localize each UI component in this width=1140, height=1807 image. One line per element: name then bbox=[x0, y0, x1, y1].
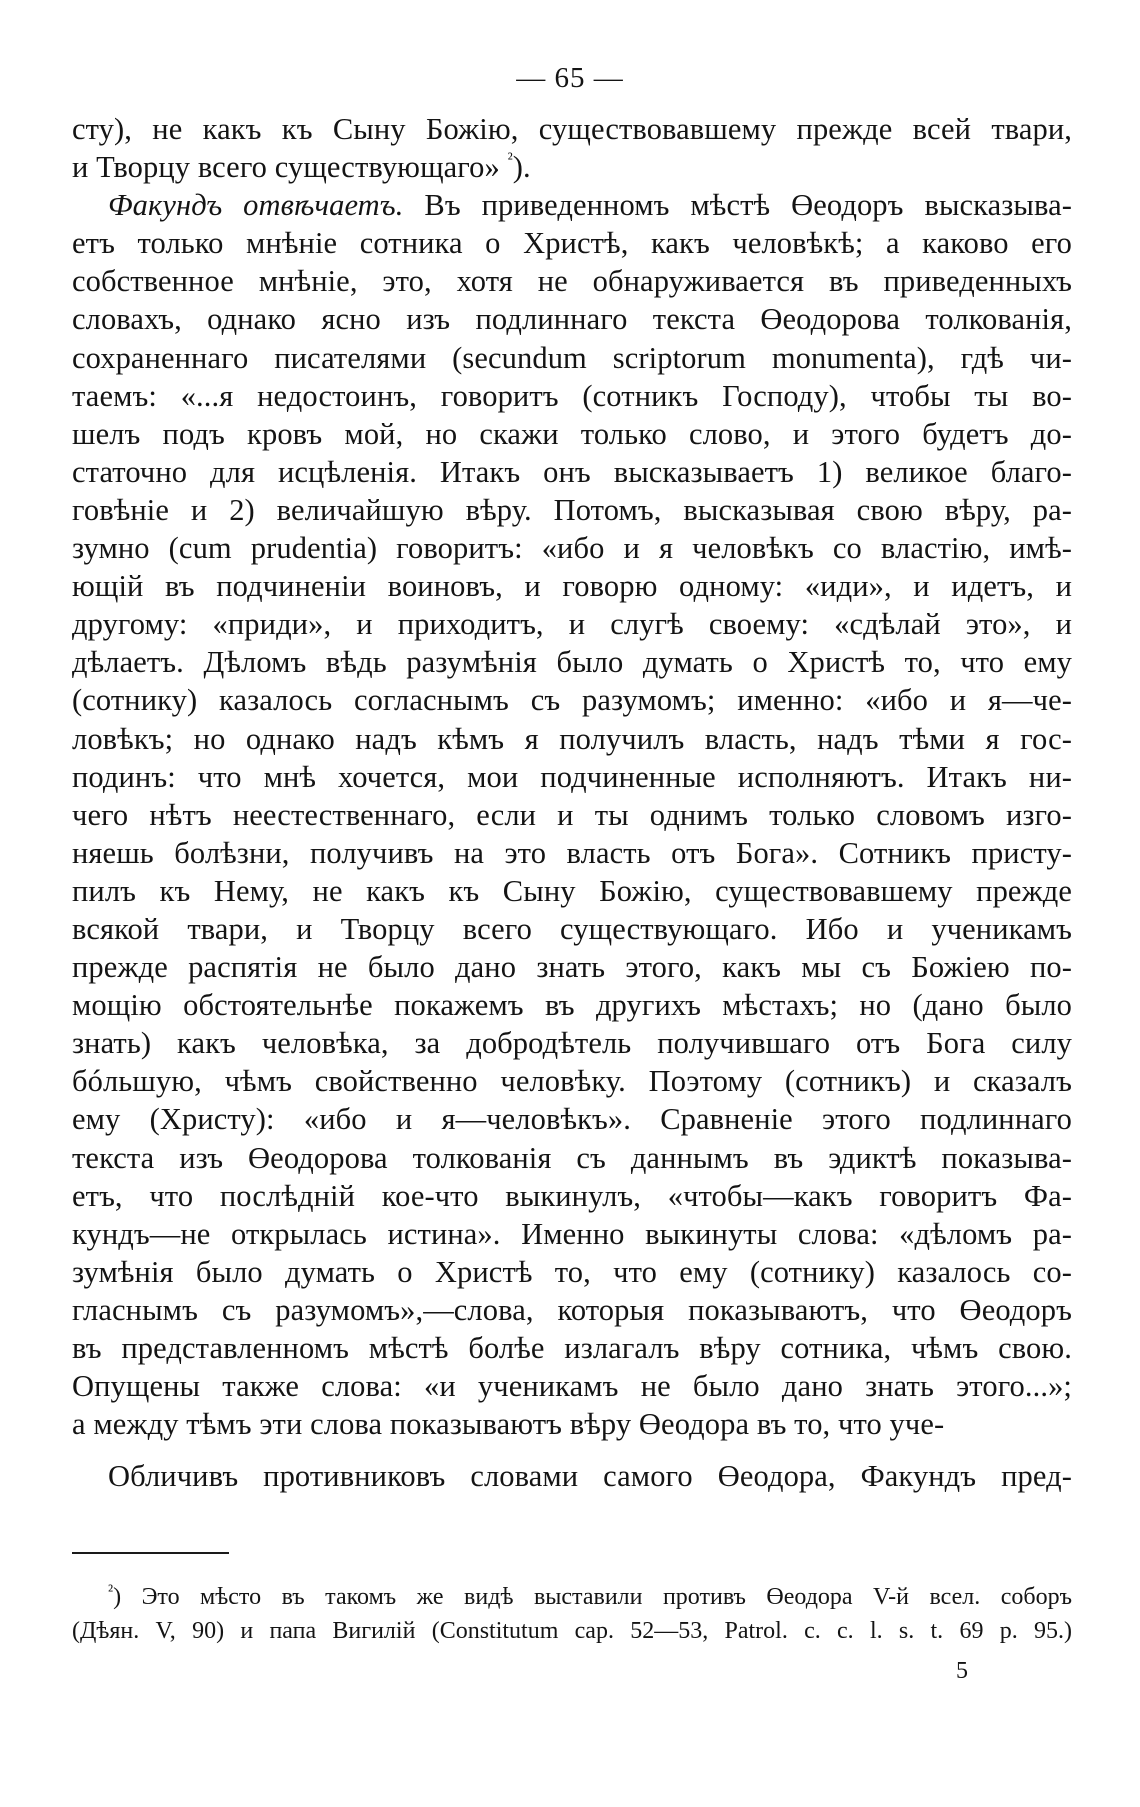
paragraph-continuation bbox=[72, 110, 1072, 186]
text-line: другому: «приди», и приходитъ, и слугѣ своему: «сдѣлай это», и bbox=[72, 607, 1072, 642]
text-line: зумно (cum prudentia) говоритъ: «ибо и я человѣкъ со властiю, имѣ- bbox=[72, 531, 1072, 566]
text-line: знать) какъ человѣка, за добродѣтель получившаго отъ Бога силу bbox=[72, 1026, 1072, 1061]
text-line: (сотнику) казалось согласнымъ съ разумомъ; именно: «ибо и я—че- bbox=[72, 683, 1072, 718]
text-line: статочно для исцѣленiя. Итакъ онъ высказываетъ 1) великое благо- bbox=[72, 454, 1072, 489]
text-line: етъ только мнѣнiе сотника о Христѣ, какъ человѣкѣ; а каково его bbox=[72, 226, 1072, 261]
text-line: подинъ: что мнѣ хочется, мои подчиненные исполняютъ. Итакъ ни- bbox=[72, 759, 1072, 794]
text-line: текста изъ Өеодорова толкованiя съ даннымъ въ эдиктѣ показыва- bbox=[72, 1140, 1072, 1175]
footnote-line: $^{^2}$) Это мѣсто въ такомъ же видѣ выставили противъ Өеодора V-й всел. соборъ bbox=[108, 1581, 1072, 1610]
text-line: сту), не какъ къ Сыну Божiю, существовавшему прежде всей твари, bbox=[72, 112, 1072, 146]
text-line: мощiю обстоятельнѣе покажемъ въ другихъ мѣстахъ; но (дано было bbox=[72, 988, 1072, 1023]
paragraph-facundus-reply bbox=[72, 186, 1072, 1443]
text-line: чего нѣтъ неестественнаго, если и ты однимъ только словомъ изго- bbox=[72, 797, 1072, 832]
footnote-ref: ² bbox=[507, 149, 513, 169]
text-line: словахъ, однако ясно изъ подлиннаго текста Өеодорова толкованiя, bbox=[72, 302, 1072, 337]
footnote-separator bbox=[72, 1552, 229, 1554]
footnote-number: ² bbox=[108, 1581, 114, 1600]
text-line: всякой твари, и Творцу всего существующаго. Ибо и ученикамъ bbox=[72, 911, 1072, 946]
page-number: — 65 — bbox=[516, 62, 624, 94]
text-line: ловѣкъ; но однако надъ кѣмъ я получилъ власть, надъ тѣми я гос- bbox=[72, 721, 1072, 756]
text-line: собственное мнѣнiе, это, хотя не обнаруживается въ приведенныхъ bbox=[72, 264, 1072, 299]
text-line: кундъ—не открылась истина». Именно выкинуты слова: «дѣломъ ра- bbox=[72, 1216, 1072, 1251]
text-line: говѣнiе и 2) величайшую вѣру. Потомъ, высказывая свою вѣру, ра- bbox=[72, 492, 1072, 527]
text-line: таемъ: «...я недостоинъ, говоритъ (сотникъ Господу), чтобы ты во- bbox=[72, 378, 1072, 413]
text-line: а между тѣмъ эти слова показываютъ вѣру Өеодора въ то, что уче- bbox=[72, 1407, 945, 1442]
body-text bbox=[72, 110, 1072, 1495]
text-line: гласнымъ съ разумомъ»,—слова, которыя показываютъ, что Өеодоръ bbox=[72, 1292, 1072, 1327]
footnote-line: (Дѣян. V, 90) и папа Вигилiй (Constitutum cap. 52—53, Patrol. c. c. l. s. t. 69 p. 95.) bbox=[72, 1618, 1072, 1644]
text-line: Факундъ отвѣчаетъ. Въ приведенномъ мѣстѣ Өеодоръ высказыва- bbox=[108, 188, 1072, 223]
footnote bbox=[72, 1580, 1072, 1648]
text-line: въ представленномъ мѣстѣ болѣе излагалъ вѣру сотника, чѣмъ свою. bbox=[72, 1331, 1072, 1365]
text-line: няешь болѣзни, получивъ на это власть отъ Бога». Сотникъ присту- bbox=[72, 835, 1072, 870]
text-line: сохраненнаго писателями (secundum scriptorum monumenta), гдѣ чи- bbox=[72, 340, 1072, 375]
text-line: бóльшую, чѣмъ свойственно человѣку. Поэтому (сотникъ) и сказалъ bbox=[72, 1064, 1072, 1099]
paragraph-next bbox=[72, 1457, 1072, 1495]
italic-lead: Факундъ отвѣчаетъ. bbox=[108, 188, 404, 223]
text-line: зумѣнiя было думать о Христѣ то, что ему (сотнику) казалось со- bbox=[72, 1254, 1072, 1289]
text-line: дѣлаетъ. Дѣломъ вѣдь разумѣнiя было думать о Христѣ то, что ему bbox=[72, 645, 1072, 680]
text-line: пилъ къ Нему, не какъ къ Сыну Божiю, существовавшему прежде bbox=[72, 873, 1072, 908]
text-line: и Творцу всего существующаго» $^{^2}$). bbox=[72, 149, 531, 185]
text-line: ющiй въ подчиненiи воиновъ, и говорю одному: «иди», и идетъ, и bbox=[72, 569, 1072, 604]
text-line: Обличивъ противниковъ словами самого Өеодора, Факундъ пред- bbox=[108, 1459, 1072, 1494]
text-line: ему (Христу): «ибо и я—человѣкъ». Сравненiе этого подлиннаго bbox=[72, 1102, 1072, 1137]
printer-signature-mark: 5 bbox=[956, 1658, 968, 1684]
text-line: Опущены также слова: «и ученикамъ не было дано знать этого...»; bbox=[72, 1369, 1072, 1404]
text-line: етъ, что послѣднiй кое-что выкинулъ, «чтобы—какъ говоритъ Фа- bbox=[72, 1178, 1072, 1213]
text-line: прежде распятiя не было дано знать этого, какъ мы съ Божiею по- bbox=[72, 950, 1072, 985]
text-line: шелъ подъ кровъ мой, но скажи только слово, и этого будетъ до- bbox=[72, 416, 1072, 451]
